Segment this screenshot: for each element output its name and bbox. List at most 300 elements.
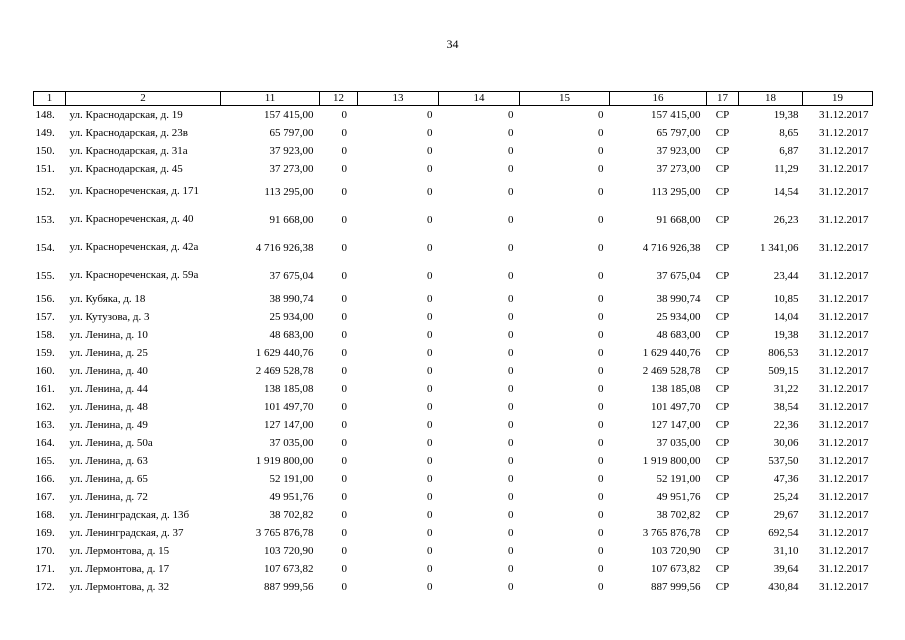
value-cell: 0 [598, 436, 604, 449]
area-cell: 509,15 [768, 364, 799, 377]
cost-cell: 52 191,00 [269, 472, 314, 485]
value-cell: 0 [427, 382, 433, 395]
source-cell: СР [715, 400, 730, 413]
total-cell: 4 716 926,38 [642, 241, 701, 254]
area-cell: 23,44 [773, 269, 799, 282]
date-cell: 31.12.2017 [819, 269, 869, 282]
source-cell: СР [715, 241, 730, 254]
date-cell: 31.12.2017 [819, 328, 869, 341]
value-cell: 0 [341, 185, 347, 198]
column-header: 16 [610, 92, 707, 106]
value-cell: 0 [598, 580, 604, 593]
value-cell: 0 [427, 346, 433, 359]
value-cell: 0 [508, 508, 514, 521]
column-header: 18 [739, 92, 803, 106]
row-number-cell: 157. [35, 310, 55, 323]
address-cell [66, 234, 221, 262]
value-cell: 0 [508, 562, 514, 575]
address-cell: ул. Краснодарская, д. 23в [69, 126, 188, 139]
date-cell: 31.12.2017 [819, 364, 869, 377]
row-number-cell: 149. [35, 126, 55, 139]
row-number-cell: 166. [35, 472, 55, 485]
date-cell: 31.12.2017 [819, 382, 869, 395]
value-cell: 0 [427, 418, 433, 431]
area-cell: 8,65 [779, 126, 799, 139]
table-row [34, 178, 873, 206]
table-row [34, 416, 873, 434]
value-cell: 0 [427, 508, 433, 521]
table-row [34, 380, 873, 398]
source-cell: СР [715, 328, 730, 341]
value-cell: 0 [427, 292, 433, 305]
table-row [34, 560, 873, 578]
value-cell: 0 [427, 108, 433, 121]
date-cell: 31.12.2017 [819, 346, 869, 359]
value-cell: 0 [508, 544, 514, 557]
date-cell: 31.12.2017 [819, 310, 869, 323]
row-number-cell: 159. [35, 346, 55, 359]
total-cell: 37 273,00 [656, 162, 701, 175]
value-cell: 0 [427, 185, 433, 198]
cost-cell: 25 934,00 [269, 310, 314, 323]
area-cell: 11,29 [774, 162, 799, 175]
value-cell: 0 [341, 580, 347, 593]
source-cell: СР [715, 213, 730, 226]
value-cell: 0 [508, 162, 514, 175]
value-cell: 0 [598, 472, 604, 485]
table-row [34, 234, 873, 262]
source-cell: СР [715, 490, 730, 503]
total-cell: 37 923,00 [656, 144, 701, 157]
value-cell: 0 [341, 108, 347, 121]
row-number-cell: 155. [35, 269, 55, 282]
value-cell: 0 [427, 364, 433, 377]
total-cell: 38 702,82 [656, 508, 701, 521]
value-cell: 0 [598, 454, 604, 467]
date-cell: 31.12.2017 [819, 418, 869, 431]
value-cell: 0 [598, 346, 604, 359]
value-cell: 0 [508, 144, 514, 157]
address-cell: ул. Ленина, д. 48 [69, 400, 148, 413]
value-cell: 0 [598, 562, 604, 575]
value-cell: 0 [598, 162, 604, 175]
value-cell: 0 [427, 162, 433, 175]
total-cell: 3 765 876,78 [642, 526, 701, 539]
row-number-cell: 158. [35, 328, 55, 341]
address-cell: ул. Ленина, д. 65 [69, 472, 148, 485]
row-number-cell: 165. [35, 454, 55, 467]
source-cell: СР [715, 472, 730, 485]
table-row [34, 290, 873, 308]
total-cell: 113 295,00 [651, 185, 701, 198]
address-cell: ул. Лермонтова, д. 15 [69, 544, 170, 557]
row-number-cell: 172. [35, 580, 55, 593]
value-cell: 0 [427, 328, 433, 341]
value-cell: 0 [341, 144, 347, 157]
total-cell: 107 673,82 [651, 562, 701, 575]
row-number-cell: 156. [35, 292, 55, 305]
address-text: ул. Краснореченская, д. 59а [69, 269, 199, 282]
value-cell: 0 [341, 241, 347, 254]
date-cell: 31.12.2017 [819, 508, 869, 521]
source-cell: СР [715, 508, 730, 521]
table-row [34, 506, 873, 524]
row-number-cell: 148. [35, 108, 55, 121]
table-row [34, 542, 873, 560]
row-number-cell: 152. [35, 185, 55, 198]
value-cell: 0 [598, 292, 604, 305]
value-cell: 0 [427, 310, 433, 323]
row-number-cell: 162. [35, 400, 55, 413]
area-cell: 29,67 [773, 508, 799, 521]
column-header: 17 [707, 92, 739, 106]
total-cell: 25 934,00 [656, 310, 701, 323]
value-cell: 0 [341, 292, 347, 305]
value-cell: 0 [508, 580, 514, 593]
value-cell: 0 [341, 436, 347, 449]
column-header: 14 [439, 92, 520, 106]
column-header: 19 [803, 92, 873, 106]
value-cell: 0 [427, 241, 433, 254]
total-cell: 2 469 528,78 [642, 364, 701, 377]
address-cell: ул. Краснодарская, д. 31а [69, 144, 188, 157]
total-cell: 127 147,00 [651, 418, 701, 431]
source-cell: СР [715, 292, 730, 305]
value-cell: 0 [427, 400, 433, 413]
total-cell: 157 415,00 [651, 108, 701, 121]
value-cell: 0 [341, 562, 347, 575]
value-cell: 0 [341, 418, 347, 431]
cost-cell: 138 185,08 [264, 382, 314, 395]
column-header: 13 [358, 92, 439, 106]
date-cell: 31.12.2017 [819, 108, 869, 121]
total-cell: 52 191,00 [656, 472, 701, 485]
column-header: 11 [221, 92, 320, 106]
source-cell: СР [715, 185, 730, 198]
cost-cell: 1 629 440,76 [255, 346, 314, 359]
source-cell: СР [715, 454, 730, 467]
value-cell: 0 [341, 472, 347, 485]
date-cell: 31.12.2017 [819, 292, 869, 305]
table-row [34, 160, 873, 178]
table-row [34, 434, 873, 452]
cost-cell: 127 147,00 [264, 418, 314, 431]
date-cell: 31.12.2017 [819, 454, 869, 467]
value-cell: 0 [427, 472, 433, 485]
value-cell: 0 [341, 454, 347, 467]
value-cell: 0 [508, 490, 514, 503]
area-cell: 806,53 [768, 346, 799, 359]
value-cell: 0 [427, 126, 433, 139]
value-cell: 0 [598, 328, 604, 341]
value-cell: 0 [508, 382, 514, 395]
table-row [34, 452, 873, 470]
address-cell: ул. Ленина, д. 25 [69, 346, 148, 359]
address-cell: ул. Кутузова, д. 3 [69, 310, 150, 323]
source-cell: СР [715, 126, 730, 139]
cost-cell: 103 720,90 [264, 544, 314, 557]
value-cell: 0 [427, 526, 433, 539]
date-cell: 31.12.2017 [819, 241, 869, 254]
value-cell: 0 [508, 108, 514, 121]
source-cell: СР [715, 310, 730, 323]
area-cell: 14,04 [773, 310, 799, 323]
address-text: ул. Краснореченская, д. 171 [69, 185, 200, 198]
area-cell: 430,84 [768, 580, 799, 593]
total-cell: 138 185,08 [651, 382, 701, 395]
date-cell: 31.12.2017 [819, 400, 869, 413]
address-cell: ул. Ленинградская, д. 37 [69, 526, 184, 539]
table-row [34, 124, 873, 142]
address-cell [66, 206, 221, 234]
area-cell: 31,10 [773, 544, 799, 557]
area-cell: 31,22 [773, 382, 799, 395]
cost-cell: 65 797,00 [269, 126, 314, 139]
date-cell: 31.12.2017 [819, 185, 869, 198]
cost-cell: 1 919 800,00 [255, 454, 314, 467]
cost-cell: 37 923,00 [269, 144, 314, 157]
value-cell: 0 [427, 580, 433, 593]
value-cell: 0 [341, 400, 347, 413]
value-cell: 0 [598, 241, 604, 254]
row-number-cell: 150. [35, 144, 55, 157]
area-cell: 19,38 [773, 328, 799, 341]
address-cell: ул. Ленина, д. 10 [69, 328, 148, 341]
source-cell: СР [715, 346, 730, 359]
value-cell: 0 [508, 126, 514, 139]
address-cell [66, 262, 221, 290]
total-cell: 1 919 800,00 [642, 454, 701, 467]
cost-cell: 48 683,00 [269, 328, 314, 341]
value-cell: 0 [341, 490, 347, 503]
value-cell: 0 [341, 382, 347, 395]
area-cell: 30,06 [773, 436, 799, 449]
value-cell: 0 [598, 526, 604, 539]
value-cell: 0 [508, 364, 514, 377]
total-cell: 38 990,74 [656, 292, 701, 305]
value-cell: 0 [598, 213, 604, 226]
address-text: ул. Краснореченская, д. 40 [69, 213, 194, 226]
header-row [34, 92, 873, 106]
address-cell: ул. Краснодарская, д. 19 [69, 108, 183, 121]
cost-cell: 157 415,00 [264, 108, 314, 121]
table-row [34, 470, 873, 488]
address-text: ул. Краснореченская, д. 42а [69, 241, 199, 254]
value-cell: 0 [427, 213, 433, 226]
cost-cell: 887 999,56 [264, 580, 314, 593]
address-cell: ул. Ленина, д. 44 [69, 382, 148, 395]
date-cell: 31.12.2017 [819, 162, 869, 175]
column-header: 2 [66, 92, 221, 106]
value-cell: 0 [341, 328, 347, 341]
table-row [34, 326, 873, 344]
table-body [34, 106, 873, 597]
cost-cell: 37 035,00 [269, 436, 314, 449]
date-cell: 31.12.2017 [819, 544, 869, 557]
area-cell: 47,36 [773, 472, 799, 485]
total-cell: 37 035,00 [656, 436, 701, 449]
cost-cell: 91 668,00 [269, 213, 314, 226]
row-number-cell: 160. [35, 364, 55, 377]
value-cell: 0 [341, 526, 347, 539]
address-cell: ул. Лермонтова, д. 17 [69, 562, 170, 575]
value-cell: 0 [598, 364, 604, 377]
total-cell: 1 629 440,76 [642, 346, 701, 359]
date-cell: 31.12.2017 [819, 144, 869, 157]
value-cell: 0 [341, 310, 347, 323]
source-cell: СР [715, 144, 730, 157]
date-cell: 31.12.2017 [819, 213, 869, 226]
table-row [34, 142, 873, 160]
value-cell: 0 [508, 328, 514, 341]
value-cell: 0 [508, 400, 514, 413]
source-cell: СР [715, 562, 730, 575]
value-cell: 0 [598, 508, 604, 521]
value-cell: 0 [341, 269, 347, 282]
date-cell: 31.12.2017 [819, 580, 869, 593]
value-cell: 0 [427, 490, 433, 503]
address-cell [66, 178, 221, 206]
value-cell: 0 [427, 562, 433, 575]
date-cell: 31.12.2017 [819, 490, 869, 503]
source-cell: СР [715, 526, 730, 539]
cost-cell: 37 675,04 [269, 269, 314, 282]
table-row [34, 344, 873, 362]
table-row [34, 398, 873, 416]
address-cell: ул. Краснодарская, д. 45 [69, 162, 183, 175]
table-row [34, 488, 873, 506]
address-cell: ул. Ленина, д. 50а [69, 436, 153, 449]
cost-cell: 49 951,76 [269, 490, 314, 503]
value-cell: 0 [341, 126, 347, 139]
data-table [33, 91, 873, 596]
total-cell: 49 951,76 [656, 490, 701, 503]
value-cell: 0 [598, 382, 604, 395]
cost-cell: 37 273,00 [269, 162, 314, 175]
date-cell: 31.12.2017 [819, 436, 869, 449]
value-cell: 0 [427, 144, 433, 157]
value-cell: 0 [508, 213, 514, 226]
value-cell: 0 [598, 418, 604, 431]
value-cell: 0 [598, 108, 604, 121]
value-cell: 0 [508, 292, 514, 305]
address-cell: ул. Лермонтова, д. 32 [69, 580, 170, 593]
total-cell: 37 675,04 [656, 269, 701, 282]
area-cell: 39,64 [773, 562, 799, 575]
row-number-cell: 170. [35, 544, 55, 557]
source-cell: СР [715, 544, 730, 557]
area-cell: 692,54 [768, 526, 799, 539]
value-cell: 0 [341, 346, 347, 359]
value-cell: 0 [508, 241, 514, 254]
value-cell: 0 [341, 364, 347, 377]
address-cell: ул. Кубяка, д. 18 [69, 292, 146, 305]
source-cell: СР [715, 382, 730, 395]
value-cell: 0 [598, 400, 604, 413]
area-cell: 26,23 [773, 213, 799, 226]
cost-cell: 4 716 926,38 [255, 241, 314, 254]
address-cell: ул. Ленинградская, д. 13б [69, 508, 190, 521]
total-cell: 103 720,90 [651, 544, 701, 557]
row-number-cell: 154. [35, 241, 55, 254]
value-cell: 0 [427, 436, 433, 449]
total-cell: 101 497,70 [651, 400, 701, 413]
value-cell: 0 [341, 162, 347, 175]
total-cell: 887 999,56 [651, 580, 701, 593]
value-cell: 0 [508, 185, 514, 198]
address-cell: ул. Ленина, д. 49 [69, 418, 148, 431]
area-cell: 1 341,06 [760, 241, 799, 254]
value-cell: 0 [508, 436, 514, 449]
source-cell: СР [715, 418, 730, 431]
value-cell: 0 [427, 269, 433, 282]
value-cell: 0 [598, 490, 604, 503]
value-cell: 0 [508, 269, 514, 282]
area-cell: 19,38 [773, 108, 799, 121]
value-cell: 0 [508, 454, 514, 467]
value-cell: 0 [341, 213, 347, 226]
date-cell: 31.12.2017 [819, 126, 869, 139]
cost-cell: 38 990,74 [269, 292, 314, 305]
area-cell: 6,87 [779, 144, 799, 157]
cost-cell: 107 673,82 [264, 562, 314, 575]
value-cell: 0 [598, 310, 604, 323]
value-cell: 0 [508, 472, 514, 485]
value-cell: 0 [341, 544, 347, 557]
value-cell: 0 [508, 526, 514, 539]
cost-cell: 2 469 528,78 [255, 364, 314, 377]
row-number-cell: 167. [35, 490, 55, 503]
source-cell: СР [715, 364, 730, 377]
value-cell: 0 [427, 544, 433, 557]
table-row [34, 578, 873, 596]
source-cell: СР [715, 162, 730, 175]
value-cell: 0 [508, 418, 514, 431]
value-cell: 0 [508, 310, 514, 323]
table-row [34, 106, 873, 125]
source-cell: СР [715, 108, 730, 121]
date-cell: 31.12.2017 [819, 472, 869, 485]
table-row [34, 262, 873, 290]
area-cell: 38,54 [773, 400, 799, 413]
value-cell: 0 [598, 544, 604, 557]
row-number-cell: 169. [35, 526, 55, 539]
source-cell: СР [715, 269, 730, 282]
total-cell: 65 797,00 [656, 126, 701, 139]
value-cell: 0 [598, 144, 604, 157]
table-row [34, 206, 873, 234]
row-number-cell: 153. [35, 213, 55, 226]
value-cell: 0 [427, 454, 433, 467]
value-cell: 0 [508, 346, 514, 359]
table-row [34, 524, 873, 542]
row-number-cell: 171. [35, 562, 55, 575]
source-cell: СР [715, 580, 730, 593]
table-row [34, 362, 873, 380]
column-header: 15 [520, 92, 610, 106]
value-cell: 0 [341, 508, 347, 521]
column-header: 1 [34, 92, 66, 106]
row-number-cell: 163. [35, 418, 55, 431]
cost-cell: 3 765 876,78 [255, 526, 314, 539]
row-number-cell: 151. [35, 162, 55, 175]
address-cell: ул. Ленина, д. 72 [69, 490, 148, 503]
value-cell: 0 [598, 185, 604, 198]
cost-cell: 38 702,82 [269, 508, 314, 521]
table-row [34, 308, 873, 326]
area-cell: 537,50 [768, 454, 799, 467]
area-cell: 10,85 [773, 292, 799, 305]
